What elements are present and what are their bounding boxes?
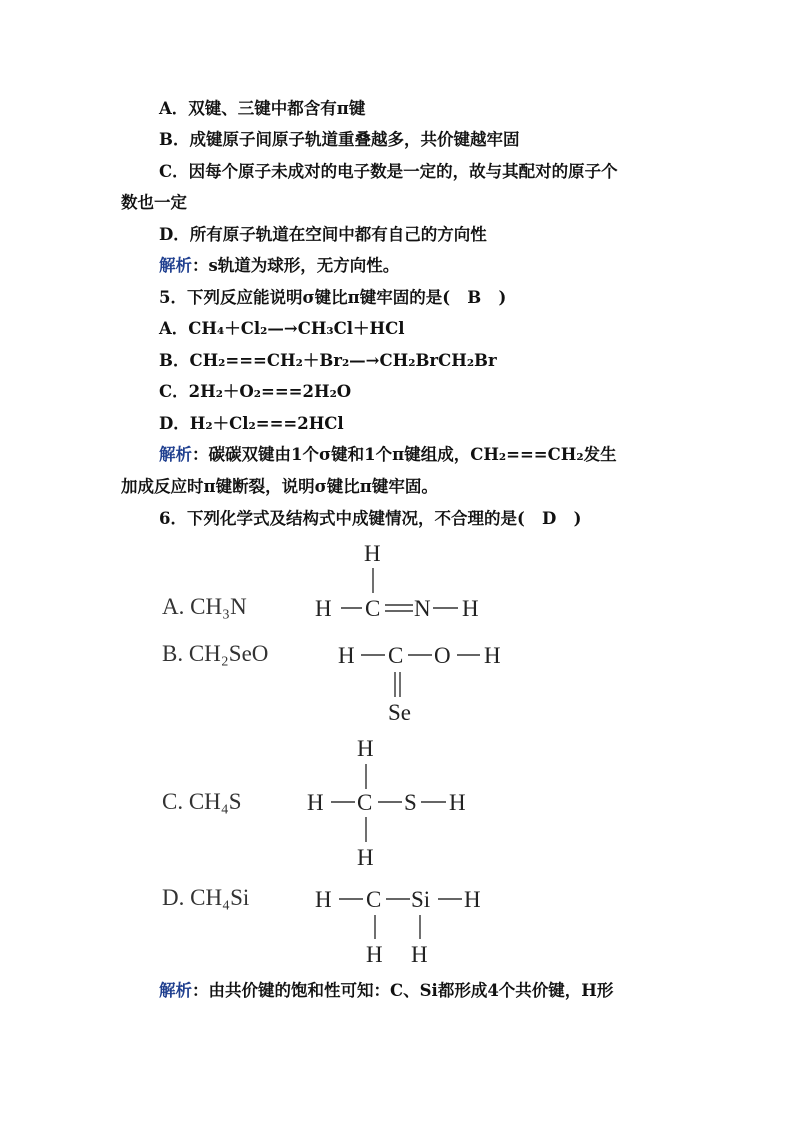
q6-label-a: A. CH₃N (162, 594, 247, 619)
analysis-text: ：由共价键的饱和性可知：C、Si都形成4个共价键，H形 (192, 981, 614, 1000)
q5-option-b: B．CH₂===CH₂＋Br₂—→CH₂BrCH₂Br (159, 351, 497, 370)
analysis-text: ：碳碳双键由1个σ键和1个π键组成，CH₂===CH₂发生 (192, 445, 617, 464)
atom-b-o: O (434, 643, 451, 668)
atom-b-c: C (388, 643, 404, 668)
q6-label-c: C. CH₄S (162, 789, 242, 814)
atom-d-h-left: H (315, 887, 332, 912)
q4-option-d: D．所有原子轨道在空间中都有自己的方向性 (159, 225, 487, 244)
q6-answer: D (542, 509, 557, 528)
q6-stem-text: 6．下列化学式及结构式中成键情况，不合理的是( (159, 509, 525, 528)
q5-stem-end: ) (498, 288, 507, 307)
q4-option-b: B．成键原子间原子轨道重叠越多，共价键越牢固 (159, 130, 520, 149)
atom-c-c: C (357, 790, 373, 815)
atom-d-h-bottom-c: H (366, 942, 383, 967)
atom-a-h-left: H (315, 596, 332, 621)
q4-option-c-line1: C．因每个原子未成对的电子数是一定的，故与其配对的原子个 (159, 162, 618, 181)
atom-a-h-right: H (462, 596, 479, 621)
atom-c-s: S (404, 790, 417, 815)
q6-stem-end: ) (573, 509, 582, 528)
atom-c-h-top: H (357, 736, 374, 761)
atom-a-n: N (414, 596, 431, 621)
q4-option-c-line2: 数也一定 (121, 193, 187, 212)
q6-analysis (159, 980, 613, 1002)
atom-b-h-left: H (338, 643, 355, 668)
q5-option-a: A．CH₄＋Cl₂—→CH₃Cl＋HCl (159, 319, 405, 338)
atom-b-h-right: H (484, 643, 501, 668)
q6-label-b: B. CH₂SeO (162, 641, 269, 666)
atom-a-c: C (365, 596, 381, 621)
atom-d-h-right: H (464, 887, 481, 912)
atom-b-se: Se (388, 700, 411, 725)
q6-label-d: D. CH₄Si (162, 885, 250, 910)
atom-c-h-right: H (449, 790, 466, 815)
q5-option-c: C．2H₂＋O₂===2H₂O (159, 382, 352, 401)
q5-answer: B (467, 288, 482, 307)
analysis-text: ：s轨道为球形，无方向性。 (192, 256, 400, 275)
atom-d-si: Si (411, 887, 431, 912)
analysis-label: 解析 (159, 981, 192, 1000)
atom-c-h-left: H (307, 790, 324, 815)
atom-d-c: C (366, 887, 382, 912)
atom-c-h-bottom: H (357, 845, 374, 870)
atom-a-h-top: H (364, 541, 381, 566)
q5-analysis-line2: 加成反应时π键断裂，说明σ键比π键牢固。 (121, 477, 438, 496)
q5-option-d: D．H₂＋Cl₂===2HCl (159, 414, 344, 433)
q5-stem-text: 5．下列反应能说明σ键比π键牢固的是( (159, 288, 451, 307)
analysis-label: 解析 (159, 256, 192, 275)
atom-d-h-bottom-si: H (411, 942, 428, 967)
q4-option-a: A．双键、三键中都含有π键 (159, 99, 366, 118)
analysis-label: 解析 (159, 445, 192, 464)
